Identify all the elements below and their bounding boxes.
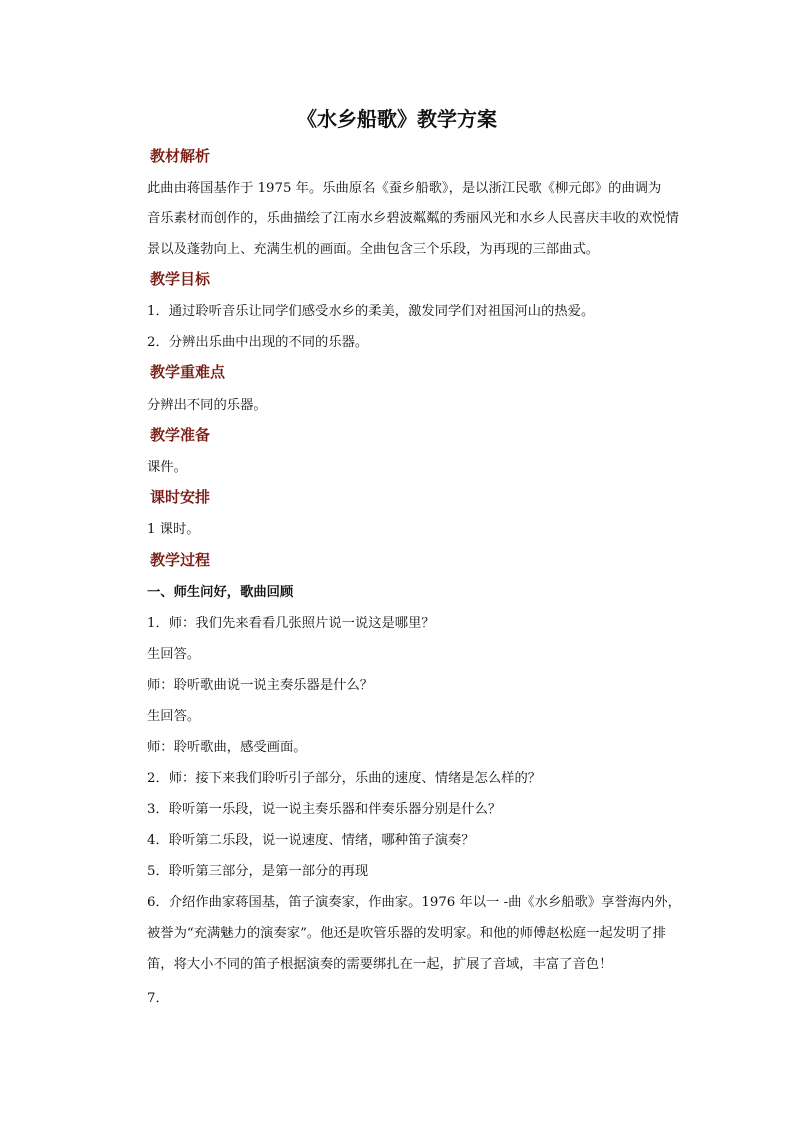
process-line-5: 师：聆听歌曲，感受画面。 xyxy=(147,740,307,755)
analysis-line-2: 音乐素材而创作的，乐曲描绘了江南水乡碧波粼粼的秀丽风光和水乡人民喜庆丰收的欢悦情 xyxy=(147,211,679,226)
heading-preparation: 教学准备 xyxy=(150,426,211,444)
process-subheading: 一、师生问好，歌曲回顾 xyxy=(147,585,294,600)
heading-schedule: 课时安排 xyxy=(150,488,211,506)
heading-process: 教学过程 xyxy=(150,551,211,569)
process-line-10: 6．介绍作曲家蒋国基，笛子演奏家，作曲家。1976 年以一 -曲《水乡船歌》享誉海内外， xyxy=(147,895,681,910)
process-line-11: 被誉为“充满魅力的演奏家”。他还是吹管乐器的发明家。和他的师傅赵松庭一起发明了排 xyxy=(147,926,666,941)
schedule-line-1: 1 课时。 xyxy=(147,522,200,537)
process-line-3: 师：聆听歌曲说一说主奏乐器是什么？ xyxy=(147,678,374,693)
process-line-13: 7． xyxy=(147,991,169,1006)
goals-line-1: 1．通过聆听音乐让同学们感受水乡的柔美，激发同学们对祖国河山的热爱。 xyxy=(147,304,595,319)
process-line-2: 生回答。 xyxy=(147,647,201,662)
key-points-line-1: 分辨出不同的乐器。 xyxy=(147,398,267,413)
preparation-line-1: 课件。 xyxy=(147,460,187,475)
process-line-7: 3．聆听第一乐段，说一说主奏乐器和伴奏乐器分别是什么？ xyxy=(147,802,502,817)
goals-line-2: 2．分辨出乐曲中出现的不同的乐器。 xyxy=(147,335,369,350)
process-line-1: 1．师：我们先来看看几张照片说一说这是哪里？ xyxy=(147,616,435,631)
process-line-8: 4．聆听第二乐段，说一说速度、情绪，哪种笛子演奏？ xyxy=(147,833,475,848)
process-line-4: 生回答。 xyxy=(147,709,201,724)
heading-analysis: 教材解析 xyxy=(150,147,211,165)
analysis-line-1: 此曲由蒋国基作于 1975 年。乐曲原名《蚕乡船歌》，是以浙江民歌《柳元郎》的曲调为 xyxy=(147,181,662,196)
analysis-line-3: 景以及蓬勃向上、充满生机的画面。全曲包含三个乐段，为再现的三部曲式。 xyxy=(147,242,600,257)
process-line-6: 2．师：接下来我们聆听引子部分，乐曲的速度、情绪是怎么样的？ xyxy=(147,771,542,786)
process-line-12: 笛，将大小不同的笛子根据演奏的需要绑扎在一起，扩展了音域，丰富了音色！ xyxy=(147,957,613,972)
process-line-9: 5．聆听第三部分，是第一部分的再现 xyxy=(147,864,369,879)
document-title: 《水乡船歌》教学方案 xyxy=(297,107,497,131)
heading-key-points: 教学重难点 xyxy=(150,363,226,381)
heading-goals: 教学目标 xyxy=(150,270,211,288)
